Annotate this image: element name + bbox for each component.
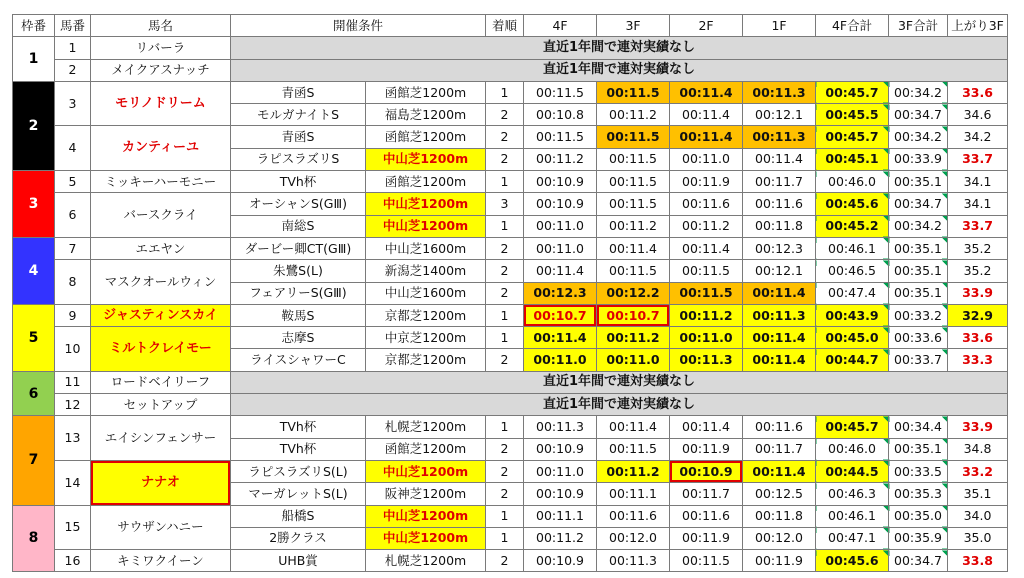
pos-cell: 2 [486,260,524,282]
sum3-cell: 00:34.7 [889,193,948,215]
f4-cell: 00:11.5 [524,126,597,148]
f2-cell: 00:11.6 [670,505,743,527]
f2-cell: 00:11.5 [670,260,743,282]
f3-cell: 00:11.6 [597,505,670,527]
f4-cell: 00:11.0 [524,460,597,482]
horse-number-cell: 3 [55,81,91,126]
f3-cell: 00:11.5 [597,438,670,460]
horse-name-cell: ロードベイリーフ [91,371,231,393]
no-record-cell: 直近1年間で連対実績なし [231,59,1008,81]
sum3-cell: 00:34.2 [889,81,948,103]
agari-cell: 35.0 [948,527,1008,549]
agari-cell: 35.2 [948,237,1008,259]
agari-cell: 34.2 [948,126,1008,148]
f4-cell: 00:11.2 [524,148,597,170]
sum3-cell: 00:33.9 [889,148,948,170]
sum4-cell: 00:45.6 [816,193,889,215]
horse-number-cell: 5 [55,171,91,193]
sum3-cell: 00:34.4 [889,416,948,438]
venue-cell: 中京芝1200m [366,327,486,349]
agari-cell: 34.1 [948,171,1008,193]
pos-cell: 1 [486,527,524,549]
f3-cell: 00:11.5 [597,81,670,103]
horse-name-cell: メイクアスナッチ [91,59,231,81]
race-name-cell: 2勝クラス [231,527,366,549]
sum3-cell: 00:34.2 [889,215,948,237]
f3-cell: 00:11.1 [597,483,670,505]
table-body [13,15,1008,572]
pos-cell: 1 [486,215,524,237]
agari-cell: 33.9 [948,416,1008,438]
f1-cell: 00:11.8 [743,505,816,527]
pos-cell: 3 [486,193,524,215]
f2-cell: 00:11.4 [670,81,743,103]
horse-number-cell: 1 [55,37,91,59]
horse-name-cell: カンティーユ [91,126,231,171]
race-name-cell: 志摩S [231,327,366,349]
f3-cell: 00:11.5 [597,148,670,170]
horse-number-cell: 10 [55,327,91,372]
venue-cell: 函館芝1200m [366,438,486,460]
venue-cell: 中山芝1200m [366,215,486,237]
f3-cell: 00:11.5 [597,260,670,282]
horse-number-cell: 6 [55,193,91,238]
venue-cell: 京都芝1200m [366,349,486,371]
pos-cell: 2 [486,460,524,482]
sum4-cell: 00:45.7 [816,81,889,103]
pos-cell: 1 [486,327,524,349]
pos-cell: 2 [486,104,524,126]
f4-cell: 00:11.0 [524,215,597,237]
sum4-cell: 00:43.9 [816,304,889,326]
sum4-cell: 00:45.1 [816,148,889,170]
sum4-cell: 00:44.5 [816,460,889,482]
f2-cell: 00:11.9 [670,527,743,549]
venue-cell: 中山芝1200m [366,460,486,482]
sum4-cell: 00:45.7 [816,126,889,148]
pos-cell: 1 [486,416,524,438]
horse-number-cell: 13 [55,416,91,461]
waku-number-cell: 7 [13,416,55,505]
f2-cell: 00:11.2 [670,215,743,237]
f2-cell: 00:11.5 [670,550,743,572]
table-row [13,193,1008,215]
sum3-cell: 00:35.1 [889,260,948,282]
f2-cell: 00:11.2 [670,304,743,326]
column-header: 3F合計 [889,15,948,37]
f1-cell: 00:12.0 [743,527,816,549]
column-header: 4F [524,15,597,37]
f1-cell: 00:11.9 [743,550,816,572]
waku-number-cell: 4 [13,237,55,304]
no-record-cell: 直近1年間で連対実績なし [231,371,1008,393]
f1-cell: 00:11.4 [743,349,816,371]
sum3-cell: 00:35.1 [889,171,948,193]
table-row [13,304,1008,326]
race-name-cell: ライスシャワーC [231,349,366,371]
f1-cell: 00:11.3 [743,304,816,326]
agari-cell: 35.1 [948,483,1008,505]
agari-cell: 33.3 [948,349,1008,371]
pos-cell: 2 [486,483,524,505]
f4-cell: 00:11.3 [524,416,597,438]
column-header: 馬番 [55,15,91,37]
venue-cell: 中山芝1200m [366,505,486,527]
table-row [13,371,1008,393]
no-record-cell: 直近1年間で連対実績なし [231,37,1008,59]
f2-cell: 00:11.5 [670,282,743,304]
sum3-cell: 00:35.0 [889,505,948,527]
sum4-cell: 00:46.0 [816,171,889,193]
horse-number-cell: 16 [55,550,91,572]
header-row [13,15,1008,37]
venue-cell: 京都芝1200m [366,304,486,326]
sum4-cell: 00:45.6 [816,550,889,572]
f1-cell: 00:11.4 [743,327,816,349]
venue-cell: 札幌芝1200m [366,550,486,572]
f3-cell: 00:11.4 [597,237,670,259]
f4-cell: 00:11.1 [524,505,597,527]
pos-cell: 1 [486,81,524,103]
f3-cell: 00:11.5 [597,126,670,148]
race-name-cell: ダービー卿CT(GⅢ) [231,237,366,259]
table-row [13,59,1008,81]
sum3-cell: 00:35.1 [889,282,948,304]
sum4-cell: 00:47.1 [816,527,889,549]
f1-cell: 00:12.1 [743,104,816,126]
agari-cell: 33.6 [948,327,1008,349]
horse-number-cell: 9 [55,304,91,326]
f4-cell: 00:12.3 [524,282,597,304]
table-row [13,394,1008,416]
table-row [13,505,1008,527]
agari-cell: 34.1 [948,193,1008,215]
venue-cell: 中山芝1200m [366,148,486,170]
f2-cell: 00:11.4 [670,104,743,126]
table-row [13,260,1008,282]
race-name-cell: UHB賞 [231,550,366,572]
horse-number-cell: 4 [55,126,91,171]
sum3-cell: 00:34.2 [889,126,948,148]
sum4-cell: 00:45.2 [816,215,889,237]
race-name-cell: 青函S [231,126,366,148]
table-row [13,327,1008,349]
agari-cell: 33.7 [948,215,1008,237]
sum3-cell: 00:33.2 [889,304,948,326]
sum3-cell: 00:34.7 [889,104,948,126]
horse-name-cell: サウザンハニー [91,505,231,550]
pos-cell: 2 [486,438,524,460]
table-row [13,237,1008,259]
horse-name-cell: ジャスティンスカイ [91,304,231,326]
f2-cell: 00:10.9 [670,460,743,482]
horse-number-cell: 7 [55,237,91,259]
pos-cell: 2 [486,550,524,572]
horse-number-cell: 12 [55,394,91,416]
horse-number-cell: 15 [55,505,91,550]
sum4-cell: 00:46.3 [816,483,889,505]
venue-cell: 中山芝1600m [366,237,486,259]
venue-cell: 新潟芝1400m [366,260,486,282]
table-row [13,81,1008,103]
horse-name-cell: モリノドリーム [91,81,231,126]
f4-cell: 00:10.9 [524,438,597,460]
sum4-cell: 00:44.7 [816,349,889,371]
f1-cell: 00:11.3 [743,81,816,103]
f2-cell: 00:11.3 [670,349,743,371]
column-header: 2F [670,15,743,37]
column-header: 枠番 [13,15,55,37]
race-name-cell: TVh杯 [231,171,366,193]
f3-cell: 00:12.0 [597,527,670,549]
f3-cell: 00:11.5 [597,193,670,215]
sum3-cell: 00:34.7 [889,550,948,572]
race-name-cell: 南総S [231,215,366,237]
pos-cell: 1 [486,171,524,193]
venue-cell: 函館芝1200m [366,171,486,193]
sum3-cell: 00:33.5 [889,460,948,482]
race-name-cell: 朱鷺S(L) [231,260,366,282]
f2-cell: 00:11.6 [670,193,743,215]
venue-cell: 函館芝1200m [366,81,486,103]
venue-cell: 函館芝1200m [366,126,486,148]
agari-cell: 34.8 [948,438,1008,460]
table-row [13,171,1008,193]
sum3-cell: 00:33.7 [889,349,948,371]
sum4-cell: 00:45.0 [816,327,889,349]
sum4-cell: 00:46.1 [816,237,889,259]
horse-name-cell: バースクライ [91,193,231,238]
waku-number-cell: 6 [13,371,55,416]
f3-cell: 00:11.2 [597,215,670,237]
table-row [13,550,1008,572]
pos-cell: 2 [486,148,524,170]
sum3-cell: 00:35.1 [889,237,948,259]
race-name-cell: モルガナイトS [231,104,366,126]
horse-name-cell: マスクオールウィン [91,260,231,305]
no-record-cell: 直近1年間で連対実績なし [231,394,1008,416]
horse-name-cell: エイシンフェンサー [91,416,231,461]
race-name-cell: TVh杯 [231,416,366,438]
venue-cell: 福島芝1200m [366,104,486,126]
f1-cell: 00:11.7 [743,438,816,460]
f3-cell: 00:11.2 [597,327,670,349]
waku-number-cell: 5 [13,304,55,371]
column-header: 上がり3F [948,15,1008,37]
horse-name-cell: ミッキーハーモニー [91,171,231,193]
agari-cell: 34.6 [948,104,1008,126]
f4-cell: 00:10.9 [524,550,597,572]
column-header: 開催条件 [231,15,486,37]
column-header: 3F [597,15,670,37]
agari-cell: 34.0 [948,505,1008,527]
race-name-cell: マーガレットS(L) [231,483,366,505]
agari-cell: 33.7 [948,148,1008,170]
race-name-cell: オーシャンS(GⅢ) [231,193,366,215]
pos-cell: 1 [486,304,524,326]
column-header: 1F [743,15,816,37]
agari-cell: 33.9 [948,282,1008,304]
sum4-cell: 00:46.1 [816,505,889,527]
race-name-cell: ラピスラズリS(L) [231,460,366,482]
race-name-cell: ラピスラズリS [231,148,366,170]
f2-cell: 00:11.9 [670,171,743,193]
waku-number-cell: 3 [13,171,55,238]
race-name-cell: フェアリーS(GⅢ) [231,282,366,304]
sum4-cell: 00:45.7 [816,416,889,438]
race-name-cell: 船橋S [231,505,366,527]
waku-number-cell: 1 [13,37,55,82]
race-name-cell: 鞍馬S [231,304,366,326]
horse-name-cell: エエヤン [91,237,231,259]
f4-cell: 00:11.0 [524,349,597,371]
horse-name-cell: ナナオ [91,460,231,505]
venue-cell: 阪神芝1200m [366,483,486,505]
agari-cell: 33.2 [948,460,1008,482]
f1-cell: 00:11.4 [743,460,816,482]
f3-cell: 00:12.2 [597,282,670,304]
horse-name-cell: ミルトクレイモー [91,327,231,372]
horse-number-cell: 2 [55,59,91,81]
f3-cell: 00:11.0 [597,349,670,371]
f4-cell: 00:11.4 [524,260,597,282]
waku-number-cell: 8 [13,505,55,572]
waku-number-cell: 2 [13,81,55,170]
f1-cell: 00:11.6 [743,193,816,215]
f3-cell: 00:11.4 [597,416,670,438]
f3-cell: 00:10.7 [597,304,670,326]
horse-number-cell: 11 [55,371,91,393]
venue-cell: 中山芝1600m [366,282,486,304]
f1-cell: 00:11.8 [743,215,816,237]
sum3-cell: 00:35.1 [889,438,948,460]
venue-cell: 中山芝1200m [366,193,486,215]
f1-cell: 00:12.5 [743,483,816,505]
f3-cell: 00:11.5 [597,171,670,193]
column-header: 4F合計 [816,15,889,37]
pos-cell: 1 [486,505,524,527]
f4-cell: 00:10.7 [524,304,597,326]
f1-cell: 00:11.4 [743,282,816,304]
pos-cell: 2 [486,237,524,259]
f4-cell: 00:11.2 [524,527,597,549]
f2-cell: 00:11.7 [670,483,743,505]
f3-cell: 00:11.3 [597,550,670,572]
race-name-cell: TVh杯 [231,438,366,460]
race-name-cell: 青函S [231,81,366,103]
sum3-cell: 00:35.3 [889,483,948,505]
f1-cell: 00:11.4 [743,148,816,170]
f4-cell: 00:10.9 [524,483,597,505]
f1-cell: 00:11.6 [743,416,816,438]
f4-cell: 00:11.0 [524,237,597,259]
pos-cell: 2 [486,282,524,304]
pos-cell: 2 [486,349,524,371]
f1-cell: 00:11.7 [743,171,816,193]
sum4-cell: 00:45.5 [816,104,889,126]
horse-name-cell: セットアップ [91,394,231,416]
f1-cell: 00:11.3 [743,126,816,148]
f4-cell: 00:11.4 [524,327,597,349]
f2-cell: 00:11.4 [670,416,743,438]
sum4-cell: 00:46.0 [816,438,889,460]
f2-cell: 00:11.9 [670,438,743,460]
f4-cell: 00:10.9 [524,171,597,193]
agari-cell: 35.2 [948,260,1008,282]
agari-cell: 32.9 [948,304,1008,326]
venue-cell: 中山芝1200m [366,527,486,549]
column-header: 馬名 [91,15,231,37]
pos-cell: 2 [486,126,524,148]
sum4-cell: 00:46.5 [816,260,889,282]
table-row [13,416,1008,438]
f1-cell: 00:12.1 [743,260,816,282]
horse-name-cell: リバーラ [91,37,231,59]
f1-cell: 00:12.3 [743,237,816,259]
race-analysis-table [12,14,1008,572]
f2-cell: 00:11.4 [670,237,743,259]
sum4-cell: 00:47.4 [816,282,889,304]
venue-cell: 札幌芝1200m [366,416,486,438]
horse-name-cell: キミワクイーン [91,550,231,572]
horse-number-cell: 8 [55,260,91,305]
agari-cell: 33.8 [948,550,1008,572]
agari-cell: 33.6 [948,81,1008,103]
f2-cell: 00:11.0 [670,327,743,349]
table-row [13,37,1008,59]
sum3-cell: 00:33.6 [889,327,948,349]
horse-number-cell: 14 [55,460,91,505]
f3-cell: 00:11.2 [597,104,670,126]
f4-cell: 00:10.9 [524,193,597,215]
table-row [13,126,1008,148]
f3-cell: 00:11.2 [597,460,670,482]
table-row [13,460,1008,482]
f4-cell: 00:11.5 [524,81,597,103]
race-analysis-table-wrap [12,14,1008,572]
sum3-cell: 00:35.9 [889,527,948,549]
f2-cell: 00:11.4 [670,126,743,148]
f4-cell: 00:10.8 [524,104,597,126]
f2-cell: 00:11.0 [670,148,743,170]
column-header: 着順 [486,15,524,37]
